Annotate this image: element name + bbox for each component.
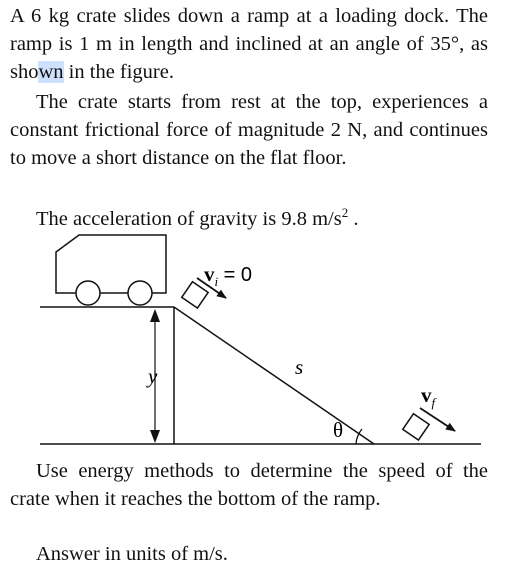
problem-paragraph-2: The crate starts from rest at the top, experiences a constant frictional force of magnitude 2 N, and continues to move a short distance on the flat floor. xyxy=(10,91,488,169)
gravity-text-end: . xyxy=(348,207,359,230)
gravity-text: The acceleration of gravity is 9.8 m/s xyxy=(36,207,342,230)
crate-bottom xyxy=(403,414,429,440)
problem-text-end: in the figure. xyxy=(63,61,174,83)
problem-text: A 6 kg crate slides down a ramp at a loading dock. The ramp is 1 m in length and inclined at an angle of 35°, as sho xyxy=(10,5,488,83)
truck-wheel-rear xyxy=(76,281,100,305)
final-velocity-label: $v_f$ xyxy=(421,383,436,410)
ramp-incline xyxy=(174,307,374,444)
angle-arc xyxy=(356,429,362,444)
angle-label: θ xyxy=(333,418,344,442)
height-label: y xyxy=(148,364,158,388)
truck-body xyxy=(56,235,166,293)
question-paragraph: Use energy methods to determine the speed of the crate when it reaches the bottom of the ramp. xyxy=(10,460,488,510)
ramp-length-label: s xyxy=(295,355,304,379)
initial-velocity-label: $v_i = 0$ xyxy=(204,262,253,289)
exponent: 2 xyxy=(341,205,349,220)
answer-units: Answer in units of m/s. xyxy=(36,543,228,565)
text-selection-highlight: wn xyxy=(38,61,64,83)
height-arrowhead-bottom xyxy=(150,430,160,443)
truck-wheel-front xyxy=(128,281,152,305)
height-arrowhead-top xyxy=(150,309,160,322)
